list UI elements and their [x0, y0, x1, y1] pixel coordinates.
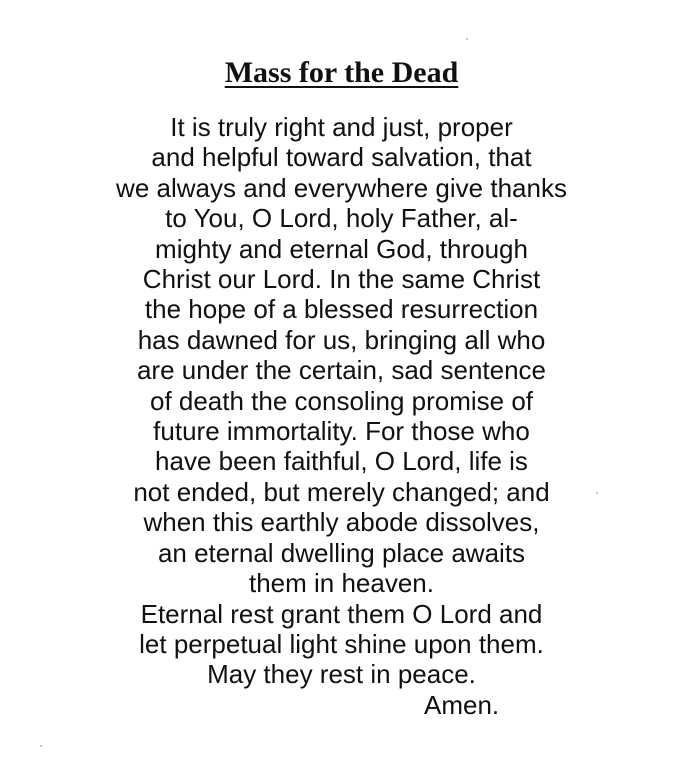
scan-speck: [466, 38, 468, 40]
prayer-line: to You, O Lord, holy Father, al-: [165, 203, 518, 234]
prayer-line: of death the consoling promise of: [149, 385, 534, 416]
scan-speck: [40, 745, 42, 747]
prayer-line: May they rest in peace.: [207, 659, 476, 690]
scan-speck: [596, 492, 598, 494]
page-title: Mass for the Dead: [224, 56, 459, 89]
prayer-line: have been faithful, O Lord, life is: [155, 446, 528, 477]
prayer-line: let perpetual light shine upon them.: [139, 628, 544, 659]
prayer-line: and helpful toward salvation, that: [151, 142, 532, 173]
prayer-line: we always and everywhere give thanks: [116, 172, 567, 203]
prayer-line: has dawned for us, bringing all who: [137, 324, 546, 355]
prayer-line: an eternal dwelling place awaits: [157, 537, 526, 568]
amen-line: Amen.: [424, 689, 500, 720]
prayer-line: It is truly right and just, proper: [170, 112, 513, 142]
prayer-line: are under the certain, sad sentence: [136, 355, 547, 386]
prayer-line: when this earthly abode dissolves,: [143, 507, 540, 538]
prayer-line: future immortality. For those who: [153, 416, 530, 447]
prayer-line: them in heaven.: [248, 568, 434, 599]
prayer-line: mighty and eternal God, through: [155, 233, 528, 264]
prayer-line: Christ our Lord. In the same Christ: [142, 264, 541, 295]
prayer-text: [0, 112, 683, 720]
prayer-line: the hope of a blessed resurrection: [144, 294, 539, 325]
prayer-line: Eternal rest grant them O Lord and: [140, 598, 543, 629]
prayer-line: not ended, but merely changed; and: [133, 476, 550, 507]
